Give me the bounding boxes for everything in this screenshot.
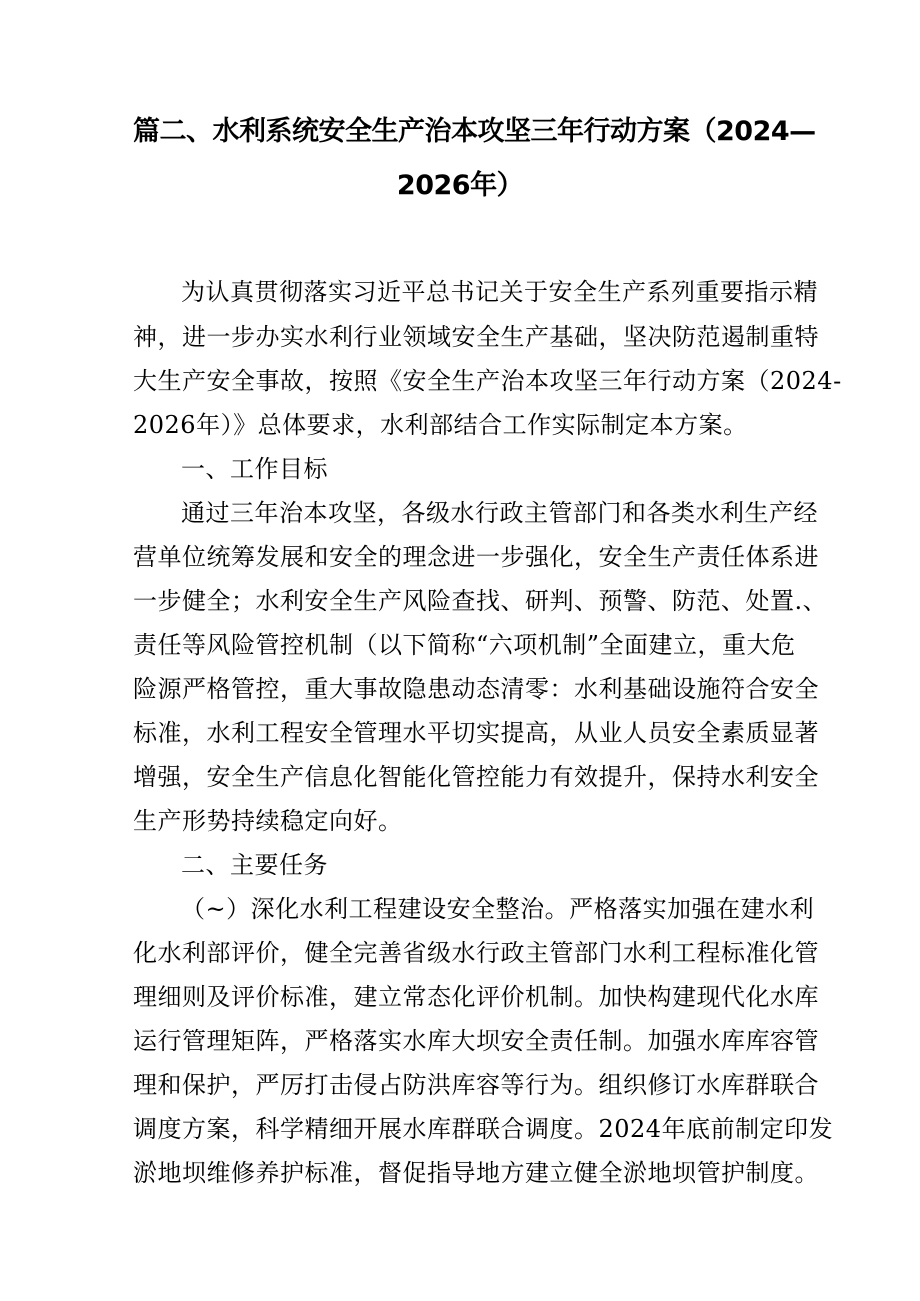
paragraph-tasks-line-7: 淤地坝维修养护标准，督促指导地方建立健全淤地坝管护制度。 (133, 1159, 819, 1187)
paragraph-tasks-line-2: 化水利部评价，健全完善省级水行政主管部门水利工程标准化管 (133, 939, 819, 967)
paragraph-goals-line-3: 一步健全；水利安全生产风险查找、研判、预警、防范、处置.、 (133, 587, 828, 615)
paragraph-tasks-line-1: （~）深化水利工程建设安全整治。严格落实加强在建水利 (181, 895, 815, 923)
document-title-line-2: 2026年） (396, 170, 524, 201)
paragraph-goals-line-8: 生产形势持续稳定向好。 (133, 807, 403, 835)
paragraph-goals-line-5: 险源严格管控，重大事故隐患动态清零：水利基础设施符合安全 (133, 675, 819, 703)
paragraph-intro-line-3: 大生产安全事故，按照《安全生产治本攻坚三年行动方案（2024- (133, 367, 842, 395)
document-title-line-1: 篇二、水利系统安全生产治本攻坚三年行动方案（2024— (133, 116, 816, 147)
paragraph-tasks-line-4: 运行管理矩阵，严格落实水库大坝安全责任制。加强水库库容管 (133, 1027, 819, 1055)
section-heading-tasks: 二、主要任务 (181, 851, 328, 879)
paragraph-intro-line-2: 神，进一步办实水利行业领域安全生产基础，坚决防范遏制重特 (133, 323, 819, 351)
paragraph-goals-line-7: 增强，安全生产信息化智能化管控能力有效提升，保持水利安全 (133, 763, 819, 791)
section-heading-goals: 一、工作目标 (181, 455, 328, 483)
paragraph-goals-line-2: 营单位统筹发展和安全的理念进一步强化，安全生产责任体系进 (133, 543, 819, 571)
paragraph-intro-line-4: 2026年）》总体要求，水利部结合工作实际制定本方案。 (133, 411, 748, 439)
paragraph-tasks-line-3: 理细则及评价标准，建立常态化评价机制。加快构建现代化水库 (133, 983, 819, 1011)
paragraph-intro-line-1: 为认真贯彻落实习近平总书记关于安全生产系列重要指示精 (181, 278, 818, 306)
paragraph-goals-line-1: 通过三年治本攻坚，各级水行政主管部门和各类水利生产经 (181, 499, 818, 527)
paragraph-tasks-line-6: 调度方案，科学精细开展水库群联合调度。2024年底前制定印发 (133, 1115, 834, 1143)
paragraph-tasks-line-5: 理和保护，严厉打击侵占防洪库容等行为。组织修订水库群联合 (133, 1071, 819, 1099)
paragraph-goals-line-6: 标准，水利工程安全管理水平切实提高，从业人员安全素质显著 (133, 719, 819, 747)
paragraph-goals-line-4: 责任等风险管控机制（以下简称“六项机制”全面建立，重大危 (133, 631, 796, 659)
